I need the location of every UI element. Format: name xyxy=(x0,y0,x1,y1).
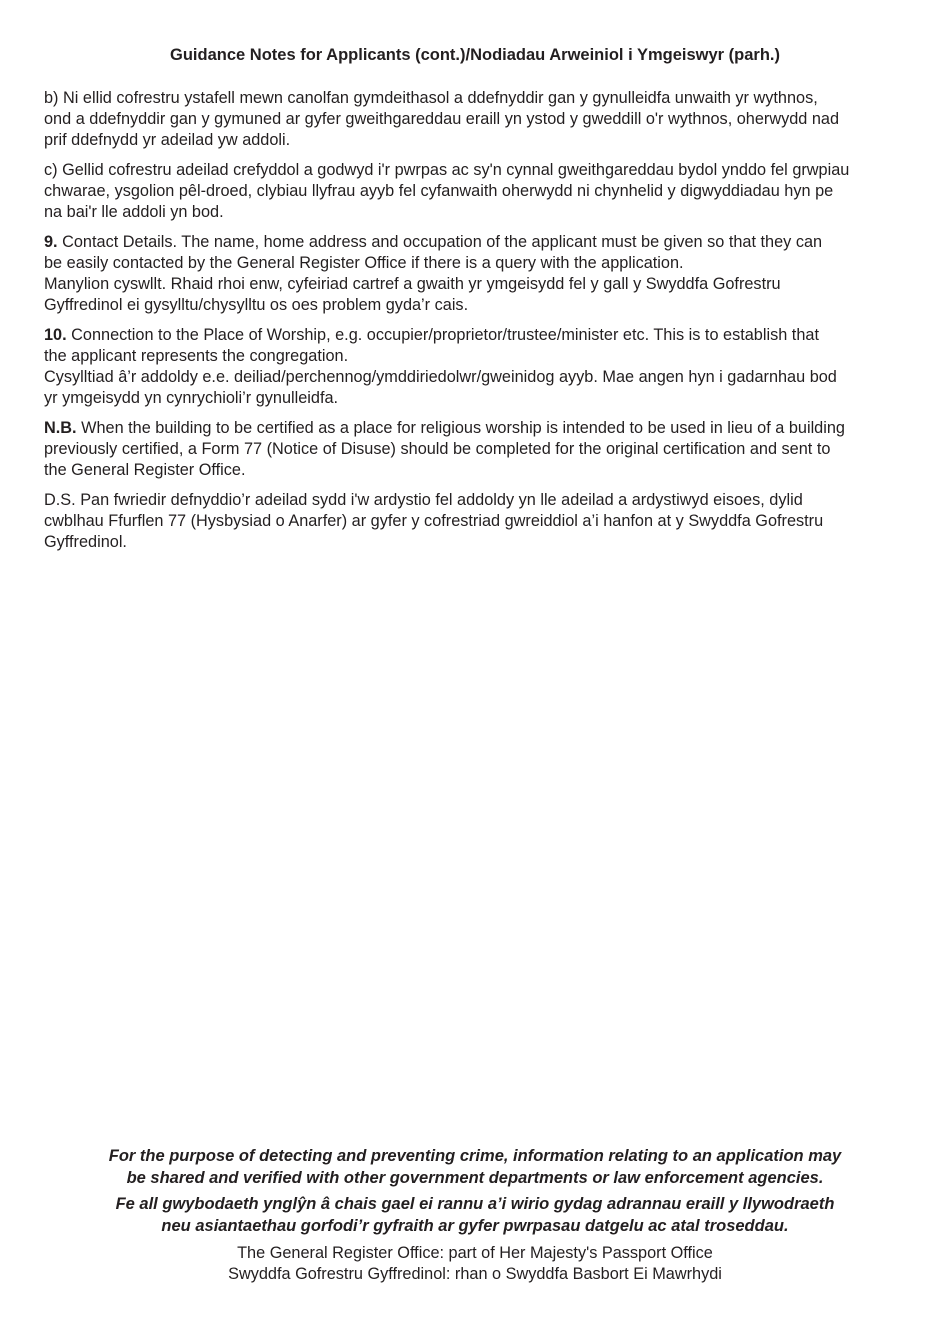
paragraph-c xyxy=(44,160,910,223)
item-10-connection xyxy=(44,325,910,409)
paragraph-line xyxy=(44,325,910,346)
paragraph-line xyxy=(44,418,910,439)
paragraph-line: the applicant represents the congregation. xyxy=(44,347,349,365)
paragraph-line: Gyffredinol ei gysylltu/chysylltu os oes problem gyda’r cais. xyxy=(44,296,469,314)
notice-line: For the purpose of detecting and preventing crime, information relating to an application may xyxy=(108,1147,842,1165)
paragraph-line: D.S. Pan fwriedir defnyddio’r adeilad sydd i'w ardystio fel addoldy yn lle adeilad a ardystiwyd eisoes, dylid xyxy=(44,491,803,509)
paragraph-line: c) Gellid cofrestru adeilad crefyddol a godwyd i'r pwrpas ac sy'n cynnal gweithgareddau bydol ynddo fel grwpiau xyxy=(44,161,850,179)
paragraph-line: ond a ddefnyddir gan y gymuned ar gyfer gweithgareddau eraill yn ystod y gweddill o'r wythnos, oherwydd nad xyxy=(44,110,840,128)
paragraph-line xyxy=(44,232,910,253)
crime-prevention-notice xyxy=(0,1145,950,1241)
guidance-content xyxy=(44,88,910,562)
page-title: Guidance Notes for Applicants (cont.)/Nodiadau Arweiniol i Ymgeiswyr (parh.) xyxy=(170,46,780,64)
paragraph-line: b) Ni ellid cofrestru ystafell mewn canolfan gymdeithasol a ddefnyddir gan y gynulleidfa unwaith yr wythnos, xyxy=(44,89,818,107)
notice-line: Fe all gwybodaeth ynglŷn â chais gael ei rannu a’i wirio gydag adrannau eraill y llywodraeth xyxy=(115,1195,835,1213)
item-text: Contact Details. The name, home address and occupation of the applicant must be given so that they can xyxy=(57,233,823,251)
notice-line: be shared and verified with other government departments or law enforcement agencies. xyxy=(126,1169,824,1187)
item-9-contact-details xyxy=(44,232,910,316)
dalier-sylw xyxy=(44,490,910,553)
organisation-footer xyxy=(0,1243,950,1285)
paragraph-line: prif ddefnydd yr adeilad yw addoli. xyxy=(44,131,291,149)
paragraph-line: Manylion cyswllt. Rhaid rhoi enw, cyfeiriad cartref a gwaith yr ymgeisydd fel y gall y Swyddfa Gofrestru xyxy=(44,275,781,293)
paragraph-line: previously certified, a Form 77 (Notice of Disuse) should be completed for the original certification and sent to xyxy=(44,440,831,458)
organisation-english: The General Register Office: part of Her Majesty's Passport Office xyxy=(237,1244,713,1262)
notice-welsh xyxy=(0,1193,950,1237)
nb-label: N.B. xyxy=(44,419,77,437)
organisation-welsh: Swyddfa Gofrestru Gyffredinol: rhan o Swyddfa Basbort Ei Mawrhydi xyxy=(228,1265,722,1283)
nb-text: When the building to be certified as a place for religious worship is intended to be used in lieu of a building xyxy=(76,419,845,437)
paragraph-line: cwblhau Ffurflen 77 (Hysbysiad o Anarfer) ar gyfer y cofrestriad gwreiddiol a’i hanfon at y Swyddfa Gofrestru xyxy=(44,512,824,530)
paragraph-line: Gyffredinol. xyxy=(44,533,127,551)
notice-line: neu asiantaethau gorfodi’r gyfraith ar gyfer pwrpasau datgelu ac atal troseddau. xyxy=(161,1217,789,1235)
paragraph-line: the General Register Office. xyxy=(44,461,246,479)
paragraph-line: chwarae, ysgolion pêl-droed, clybiau llyfrau ayyb fel cyfanwaith oherwydd ni chynhelid y digwyddiadau hyn pe xyxy=(44,182,834,200)
item-number: 10. xyxy=(44,326,67,344)
paragraph-b xyxy=(44,88,910,151)
item-number: 9. xyxy=(44,233,58,251)
notice-english xyxy=(0,1145,950,1189)
paragraph-line: Cysylltiad â’r addoldy e.e. deiliad/perchennog/ymddiriedolwr/gweinidog ayyb. Mae angen hyn i gadarnhau bod xyxy=(44,368,837,386)
nota-bene xyxy=(44,418,910,481)
item-text: Connection to the Place of Worship, e.g. occupier/proprietor/trustee/minister etc. This is to establish that xyxy=(66,326,819,344)
paragraph-line: yr ymgeisydd yn cynrychioli’r gynulleidfa. xyxy=(44,389,339,407)
paragraph-line: be easily contacted by the General Register Office if there is a query with the application. xyxy=(44,254,684,272)
paragraph-line: na bai'r lle addoli yn bod. xyxy=(44,203,224,221)
